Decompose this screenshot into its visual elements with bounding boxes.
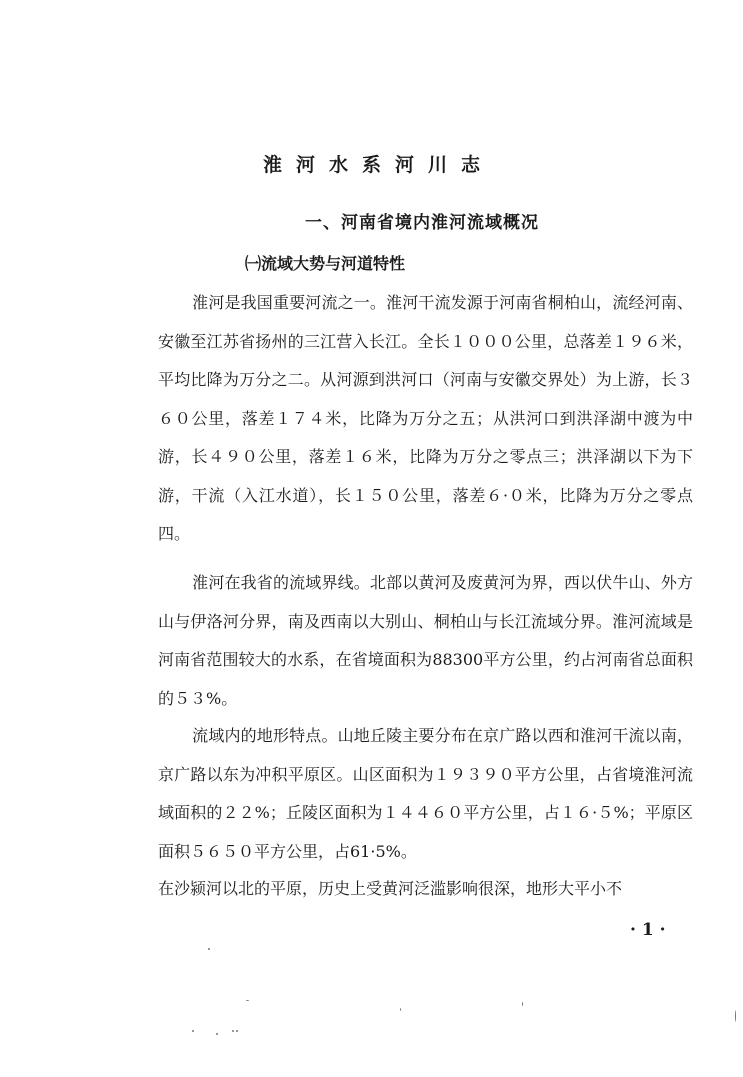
scan-speck bbox=[232, 1030, 234, 1032]
paragraph-4 bbox=[158, 870, 693, 909]
scan-speck bbox=[400, 1008, 401, 1011]
scan-speck bbox=[208, 948, 210, 950]
scan-speck bbox=[216, 1033, 218, 1035]
paragraph-3 bbox=[158, 717, 693, 871]
scan-speck bbox=[236, 1030, 238, 1032]
paragraph-1 bbox=[158, 284, 693, 554]
paragraph-2-text: 淮河在我省的流域界线。北部以黄河及废黄河为界，西以伏牛山、外方山与伊洛河分界，南及西南以大别山、桐柏山与长江流域分界。淮河流域是河南省范围较大的水系，在省境面积为88300平方公里，约占河南省总面积的５３%。 bbox=[158, 573, 693, 708]
paragraph-4-text: 在沙颍河以北的平原，历史上受黄河泛滥影响很深，地形大平小不 bbox=[158, 879, 623, 898]
page-number: · 1 · bbox=[630, 920, 666, 940]
paragraph-3-text: 流域内的地形特点。山地丘陵主要分布在京广路以西和淮河干流以南，京广路以东为冲积平原区。山区面积为１９３９０平方公里，占省境淮河流域面积的２２%；丘陵区面积为１４４６０平方公里，占１６·５%；平原区面积５６５０平方公里，占61·5%。 bbox=[158, 726, 693, 861]
document-title: 淮河水系河川志 bbox=[262, 154, 494, 176]
section-heading: 一、河南省境内淮河流域概况 bbox=[305, 213, 539, 233]
scan-speck bbox=[192, 1030, 194, 1032]
scan-speck bbox=[735, 1010, 736, 1022]
scan-speck bbox=[522, 1002, 523, 1006]
sub-heading: ㈠流域大势与河道特性 bbox=[245, 254, 406, 273]
paragraph-1-text: 淮河是我国重要河流之一。淮河干流发源于河南省桐柏山，流经河南、安徽至江苏省扬州的三江营入长江。全长１０００公里，总落差１９６米，平均比降为万分之二。从河源到洪河口（河南与安徽交界处）为上游，长３６０公里，落差１７４米，比降为万分之五；从洪河口到洪泽湖中渡为中游，长４９０公里，落差１６米，比降为万分之零点三；洪泽湖以下为下游，干流（入江水道），长１５０公里，落差６·０米，比降为万分之零点四。 bbox=[158, 293, 693, 543]
paragraph-2 bbox=[158, 564, 693, 718]
scan-speck bbox=[246, 1000, 249, 1001]
